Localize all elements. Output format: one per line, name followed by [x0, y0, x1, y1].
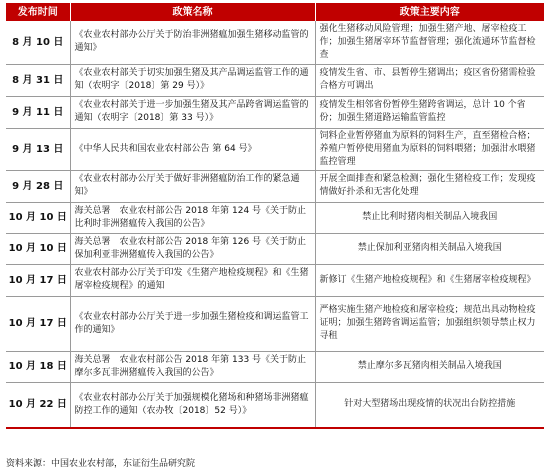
header-date: 发布时间 [6, 3, 70, 21]
row-policy-content: 疫情发生省、市、县暂停生猪调出；疫区省份猪需检验合格方可调出 [315, 64, 544, 96]
row-policy-content: 禁止比利时猪肉相关制品入境我国 [315, 202, 544, 233]
row-policy-content: 新修订《生猪产地检疫规程》和《生猪屠宰检疫规程》 [315, 264, 544, 296]
row-policy-content: 开展全面排查和紧急检测；强化生猪检疫工作；发现疫情做好扑杀和无害化处理 [315, 170, 544, 202]
row-policy-content: 严格实施生猪产地检疫和屠宰检疫；规范出具动物检疫证明；加强生猪跨省调运监管；加强组织领导禁止权力寻租 [315, 296, 544, 351]
table-row [6, 64, 544, 96]
table-row [6, 351, 544, 382]
row-policy-content: 针对大型猪场出现疫情的状况出台防控措施 [315, 382, 544, 428]
row-date: 9 月 13 日 [6, 128, 70, 170]
policy-table [6, 3, 544, 429]
row-policy-name: 海关总署 农业农村部公告 2018 年第 124 号《关于防止比利时非洲猪瘟传入我国的公告》 [70, 202, 315, 233]
row-policy-name: 《农业农村部办公厅关于进一步加强生猪检疫和调运监管工作的通知》 [70, 296, 315, 351]
row-date: 8 月 10 日 [6, 21, 70, 64]
table-row [6, 96, 544, 128]
row-date: 10 月 17 日 [6, 296, 70, 351]
source-note: 资料来源：中国农业农村部，东证衍生品研究院 [6, 459, 196, 469]
table-row [6, 21, 544, 64]
table-header-row [6, 3, 544, 21]
row-policy-content: 饲料企业暂停猪血为原料的饲料生产，直至猪检合格；养殖户暂停使用猪血为原料的饲料喂猪；加强泔水喂猪监控管理 [315, 128, 544, 170]
row-policy-name: 农业农村部办公厅关于印发《生猪产地检疫规程》和《生猪屠宰检疫规程》的通知 [70, 264, 315, 296]
table-row [6, 264, 544, 296]
row-policy-name: 海关总署 农业农村部公告 2018 年第 126 号《关于防止保加利亚非洲猪瘟传入我国的公告》 [70, 233, 315, 264]
table-row [6, 202, 544, 233]
row-policy-name: 《农业农村部办公厅关于做好非洲猪瘟防治工作的紧急通知》 [70, 170, 315, 202]
row-policy-name: 《农业农村部关于切实加强生猪及其产品调运监管工作的通知（农明字〔2018〕第 29 号）》 [70, 64, 315, 96]
row-policy-content: 禁止摩尔多瓦猪肉相关制品入境我国 [315, 351, 544, 382]
row-date: 10 月 18 日 [6, 351, 70, 382]
row-policy-name: 《农业农村部关于进一步加强生猪及其产品跨省调运监管的通知（农明字〔2018〕第 33 号）》 [70, 96, 315, 128]
row-date: 9 月 28 日 [6, 170, 70, 202]
table-row [6, 170, 544, 202]
row-policy-name: 《中华人民共和国农业农村部公告 第 64 号》 [70, 128, 315, 170]
header-content: 政策主要内容 [315, 3, 544, 21]
row-policy-name: 《农业农村部办公厅关于加强规模化猪场和种猪场非洲猪瘟防控工作的通知（农办牧〔2018〕52 号）》 [70, 382, 315, 428]
table-row [6, 296, 544, 351]
row-date: 10 月 17 日 [6, 264, 70, 296]
row-date: 10 月 10 日 [6, 233, 70, 264]
row-policy-content: 禁止保加利亚猪肉相关制品入境我国 [315, 233, 544, 264]
row-date: 10 月 22 日 [6, 382, 70, 428]
header-name: 政策名称 [70, 3, 315, 21]
row-policy-content: 疫情发生相邻省份暂停生猪跨省调运，总计 10 个省份；加强生猪道路运输监管监控 [315, 96, 544, 128]
row-policy-content: 强化生猪移动风险管理；加强生猪产地、屠宰检疫工作；加强生猪屠宰环节监督管理；强化流通环节监督检查 [315, 21, 544, 64]
row-date: 9 月 11 日 [6, 96, 70, 128]
row-date: 10 月 10 日 [6, 202, 70, 233]
table-row [6, 382, 544, 428]
table-row [6, 128, 544, 170]
row-policy-name: 海关总署 农业农村部公告 2018 年第 133 号《关于防止摩尔多瓦非洲猪瘟传入我国的公告》 [70, 351, 315, 382]
row-date: 8 月 31 日 [6, 64, 70, 96]
row-policy-name: 《农业农村部办公厅关于防治非洲猪瘟加强生猪移动监管的通知》 [70, 21, 315, 64]
table-row [6, 233, 544, 264]
